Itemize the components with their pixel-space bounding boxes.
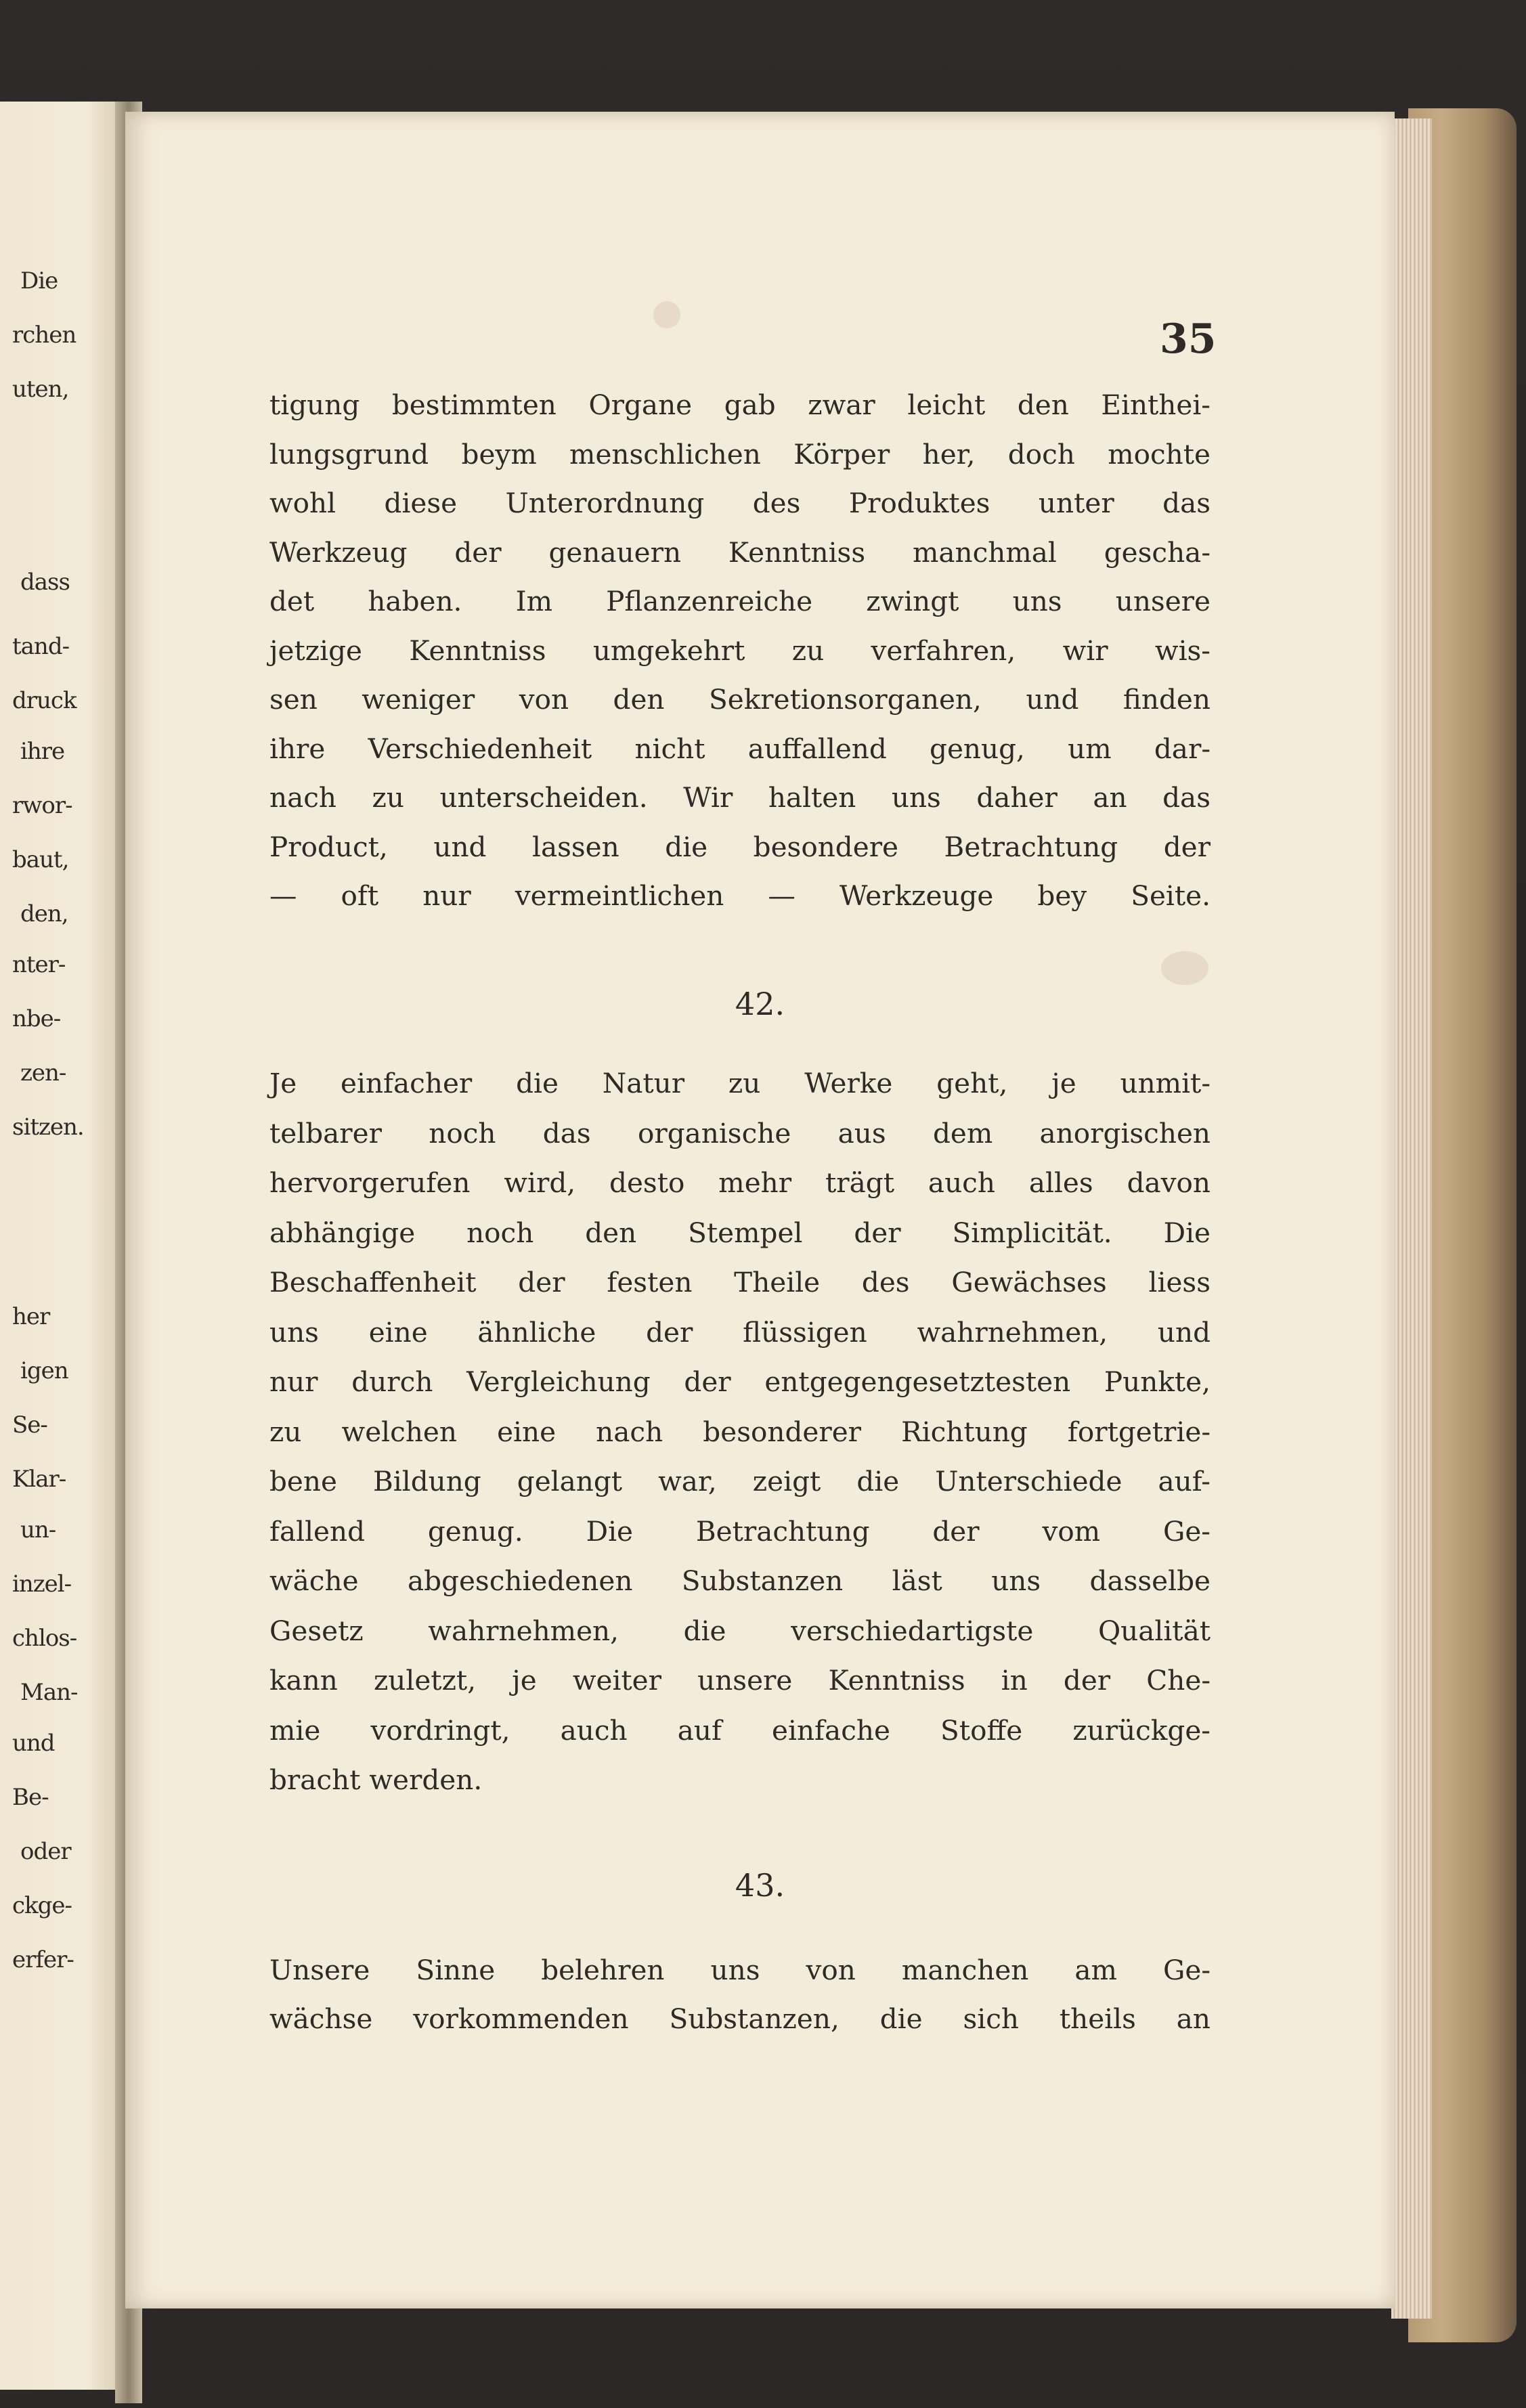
left-page-fragment <box>0 102 122 2390</box>
text-line: Werkzeug der genauern Kenntniss manchmal gescha- <box>269 535 1211 569</box>
text-line: ihre Verschiedenheit nicht auffallend genug, um dar- <box>269 732 1211 765</box>
section-number-43: 43. <box>735 1867 785 1904</box>
paper-stain <box>1161 951 1208 985</box>
text-line: Gesetz wahrnehmen, die verschiedartigste Qualität <box>269 1614 1211 1647</box>
text-line: wächse vorkommenden Substanzen, die sich theils an <box>269 2002 1211 2035</box>
left-page-text: nter- <box>12 951 66 978</box>
text-line: kann zuletzt, je weiter unsere Kenntniss in der Che- <box>269 1664 1211 1696</box>
text-line: zu welchen eine nach besonderer Richtung fortgetrie- <box>269 1415 1211 1448</box>
left-page-text: und <box>12 1730 55 1757</box>
text-line: det haben. Im Pflanzenreiche zwingt uns unsere <box>269 585 1211 617</box>
text-line: Je einfacher die Natur zu Werke geht, je unmit- <box>269 1067 1211 1099</box>
text-line: lungsgrund beym menschlichen Körper her, doch mochte <box>269 437 1211 470</box>
left-page-text: dass <box>20 569 70 596</box>
text-line: wäche abgeschiedenen Substanzen läst uns dasselbe <box>269 1564 1211 1597</box>
left-page-text: ckge- <box>12 1892 72 1919</box>
left-page-text: oder <box>20 1838 71 1865</box>
text-line: Beschaffenheit der festen Theile des Gewächses liess <box>269 1266 1211 1298</box>
left-page-text: nbe- <box>12 1005 61 1032</box>
left-page-text: zen- <box>20 1059 66 1087</box>
text-line: uns eine ähnliche der flüssigen wahrnehmen, und <box>269 1315 1211 1349</box>
left-page-text: igen <box>20 1357 68 1384</box>
left-page-text: uten, <box>12 376 69 403</box>
text-line: — oft nur vermeintlichen — Werkzeuge bey Seite. <box>269 879 1211 912</box>
left-page-text: Die <box>20 267 58 294</box>
text-line: mie vordringt, auch auf einfache Stoffe zurückge- <box>269 1713 1211 1747</box>
left-page-text: Se- <box>12 1411 47 1439</box>
left-page-text: erfer- <box>12 1946 74 1973</box>
text-line: bracht werden. <box>269 1764 483 1796</box>
page-number: 35 <box>1160 315 1217 363</box>
text-line: wohl diese Unterordnung des Produktes unter das <box>269 487 1211 519</box>
text-line: telbarer noch das organische aus dem anorgischen <box>269 1116 1211 1150</box>
left-page-text: druck <box>12 687 77 714</box>
left-page-text: Klar- <box>12 1466 66 1493</box>
left-page-text: den, <box>20 900 68 927</box>
left-page-text: inzel- <box>12 1571 72 1598</box>
text-line: tigung bestimmten Organe gab zwar leicht den Eintheі- <box>269 389 1211 421</box>
left-page-text: tand- <box>12 633 70 660</box>
left-page-text: un- <box>20 1516 56 1544</box>
left-page-text: rchen <box>12 322 77 349</box>
page-edges <box>1391 118 1432 2319</box>
left-page-text: chlos- <box>12 1625 77 1652</box>
left-page-text: rwor- <box>12 792 72 819</box>
text-line: Unsere Sinne belehren uns von manchen am Ge- <box>269 1954 1211 1986</box>
left-page-text: baut, <box>12 846 69 873</box>
left-page-text: her <box>12 1303 50 1330</box>
paper-stain <box>653 301 680 328</box>
text-line: sen weniger von den Sekretionsorganen, und finden <box>269 683 1211 716</box>
text-line: bene Bildung gelangt war, zeigt die Unterschiede auf- <box>269 1465 1211 1497</box>
section-number-42: 42. <box>735 986 785 1022</box>
book-page <box>125 112 1395 2308</box>
left-page-text: sitzen. <box>12 1114 84 1141</box>
text-line: abhängige noch den Stempel der Simplicität. Die <box>269 1216 1211 1249</box>
left-page-text: Be- <box>12 1784 49 1811</box>
text-line: hervorgerufen wird, desto mehr trägt auch alles davon <box>269 1166 1211 1199</box>
text-line: Product, und lassen die besondere Betrachtung der <box>269 830 1211 863</box>
left-page-text: ihre <box>20 738 65 765</box>
text-line: nur durch Vergleichung der entgegengesetztesten Punkte, <box>269 1365 1211 1398</box>
text-line: nach zu unterscheiden. Wir halten uns daher an das <box>269 781 1211 814</box>
text-line: fallend genug. Die Betrachtung der vom Ge- <box>269 1514 1211 1548</box>
left-page-text: Man- <box>20 1679 78 1706</box>
text-line: jetzige Kenntniss umgekehrt zu verfahren, wir wis- <box>269 634 1211 667</box>
